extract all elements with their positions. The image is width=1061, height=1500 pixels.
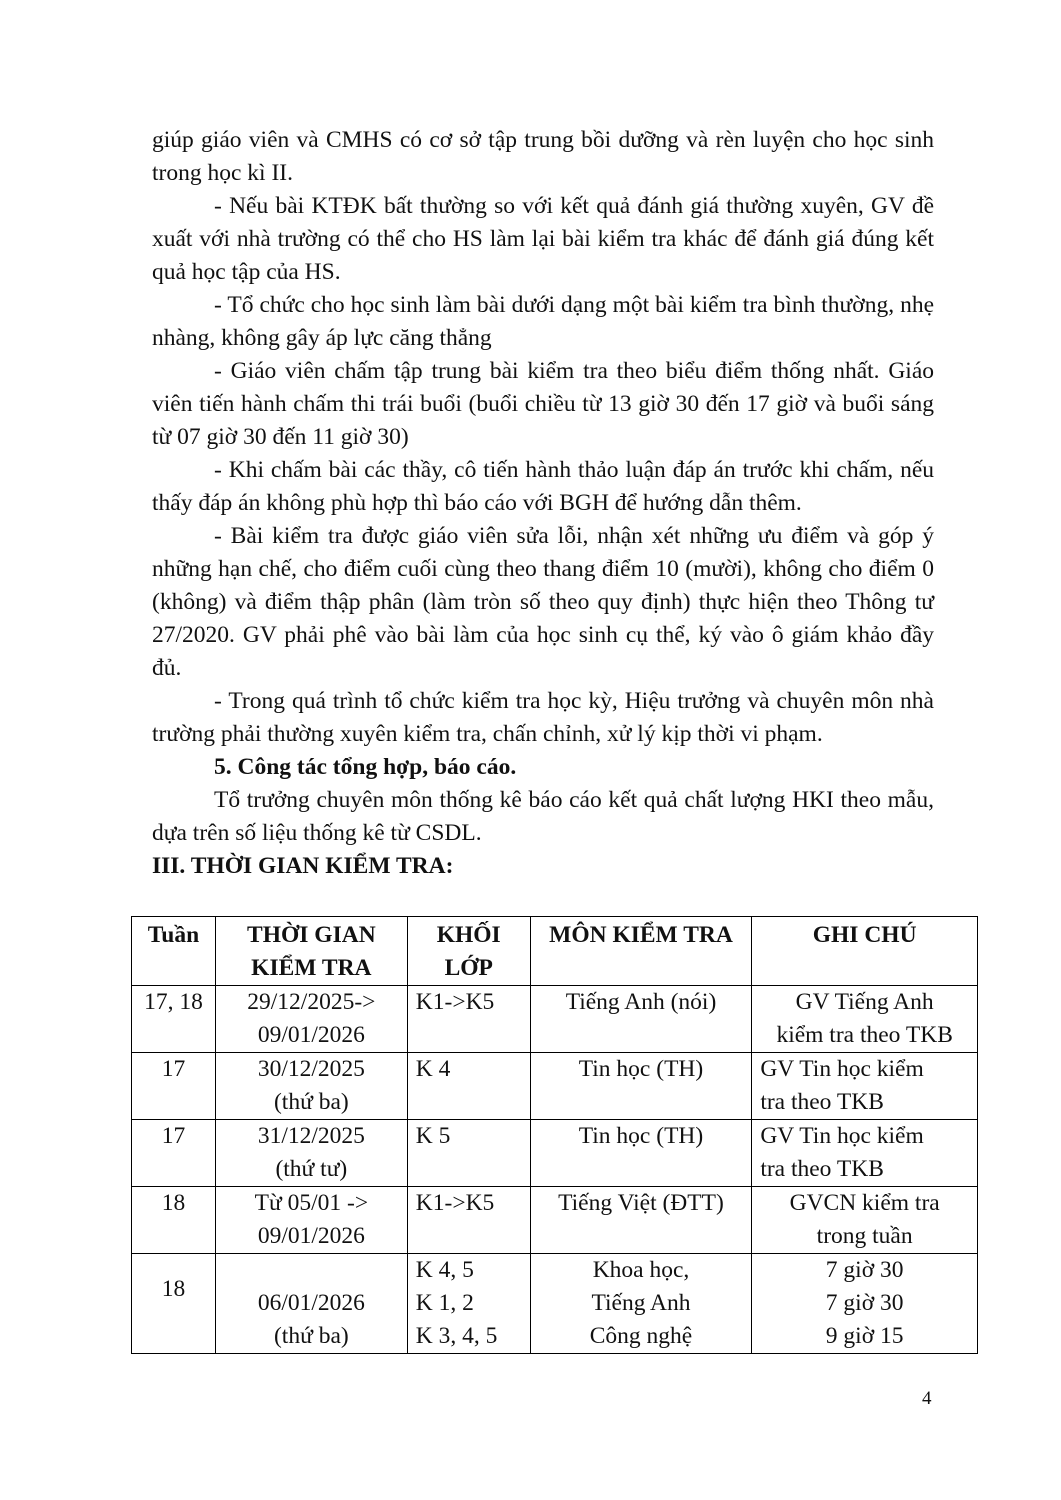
table-row (132, 986, 978, 1053)
cell-subject: Khoa học, Tiếng Anh Công nghệ (530, 1254, 752, 1354)
header-note: GHI CHÚ (752, 917, 978, 986)
cell-week: 18 (132, 1254, 216, 1354)
header-time: THỜI GIAN KIỂM TRA (215, 917, 407, 986)
cell-time: 29/12/2025-> 09/01/2026 (215, 986, 407, 1053)
subheading: 5. Công tác tổng hợp, báo cáo. (214, 754, 517, 780)
paragraph: - Tổ chức cho học sinh làm bài dưới dạng một bài kiểm tra bình thường, nhẹ nhàng, không gây áp lực căng thẳng (152, 292, 934, 351)
header-week: Tuần (132, 917, 216, 986)
cell-grade: K 4, 5 K 1, 2 K 3, 4, 5 (407, 1254, 530, 1354)
table-row (132, 1187, 978, 1254)
paragraph: - Trong quá trình tổ chức kiểm tra học kỳ, Hiệu trưởng và chuyên môn nhà trường phải thường xuyên kiểm tra, chấn chỉnh, xử lý kịp thời vi phạm. (152, 688, 934, 747)
page-number: 4 (922, 1388, 932, 1409)
cell-grade: K 4 (407, 1053, 530, 1120)
paragraph: giúp giáo viên và CMHS có cơ sở tập trung bồi dưỡng và rèn luyện cho học sinh trong học kì II. (152, 127, 934, 186)
cell-week: 17, 18 (132, 986, 216, 1053)
cell-note: GV Tiếng Anh kiểm tra theo TKB (752, 986, 978, 1053)
cell-grade: K 5 (407, 1120, 530, 1187)
paragraph: - Bài kiểm tra được giáo viên sửa lỗi, nhận xét những ưu điểm và góp ý những hạn chế, cho điểm cuối cùng theo thang điểm 10 (mười), không cho điểm 0 (không) và điểm thập phân (làm tròn số theo quy định) thực hiện theo Thông tư 27/2020. GV phải phê vào bài làm của học sinh cụ thể, ký vào ô giám khảo đầy đủ. (152, 523, 934, 681)
cell-time: 30/12/2025 (thứ ba) (215, 1053, 407, 1120)
report-paragraph: Tổ trưởng chuyên môn thống kê báo cáo kết quả chất lượng HKI theo mẫu, dựa trên số liệu thống kê từ CSDL. (152, 787, 934, 846)
cell-note: 7 giờ 30 7 giờ 30 9 giờ 15 (752, 1254, 978, 1354)
exam-schedule-table (131, 916, 978, 1354)
cell-subject: Tin học (TH) (530, 1053, 752, 1120)
cell-grade: K1->K5 (407, 1187, 530, 1254)
cell-week: 17 (132, 1120, 216, 1187)
paragraph: - Giáo viên chấm tập trung bài kiểm tra theo biểu điểm thống nhất. Giáo viên tiến hành chấm thi trái buổi (buổi chiều từ 13 giờ 30 đến 17 giờ và buổi sáng từ 07 giờ 30 đến 11 giờ 30) (152, 358, 934, 450)
cell-time: Từ 05/01 -> 09/01/2026 (215, 1187, 407, 1254)
paragraph: - Khi chấm bài các thầy, cô tiến hành thảo luận đáp án trước khi chấm, nếu thấy đáp án không phù hợp thì báo cáo với BGH để hướng dẫn thêm. (152, 457, 934, 516)
table-row (132, 1254, 978, 1354)
paragraph: - Nếu bài KTĐK bất thường so với kết quả đánh giá thường xuyên, GV đề xuất với nhà trường có thể cho HS làm lại bài kiểm tra khác để đánh giá đúng kết quả học tập của HS. (152, 193, 934, 285)
header-subject: MÔN KIỂM TRA (530, 917, 752, 986)
section-title: III. THỜI GIAN KIỂM TRA: (152, 853, 454, 879)
cell-note: GVCN kiểm tra trong tuần (752, 1187, 978, 1254)
table-row (132, 1120, 978, 1187)
cell-note: GV Tin học kiểm tra theo TKB (752, 1053, 978, 1120)
cell-grade: K1->K5 (407, 986, 530, 1053)
cell-note: GV Tin học kiểm tra theo TKB (752, 1120, 978, 1187)
table-header-row (132, 917, 978, 986)
cell-week: 17 (132, 1053, 216, 1120)
cell-subject: Tiếng Anh (nói) (530, 986, 752, 1053)
header-grade: KHỐI LỚP (407, 917, 530, 986)
cell-subject: Tin học (TH) (530, 1120, 752, 1187)
cell-time: 06/01/2026 (thứ ba) (215, 1254, 407, 1354)
table-row (132, 1053, 978, 1120)
cell-week: 18 (132, 1187, 216, 1254)
cell-subject: Tiếng Việt (ĐTT) (530, 1187, 752, 1254)
cell-time: 31/12/2025 (thứ tư) (215, 1120, 407, 1187)
document-body (152, 124, 934, 883)
